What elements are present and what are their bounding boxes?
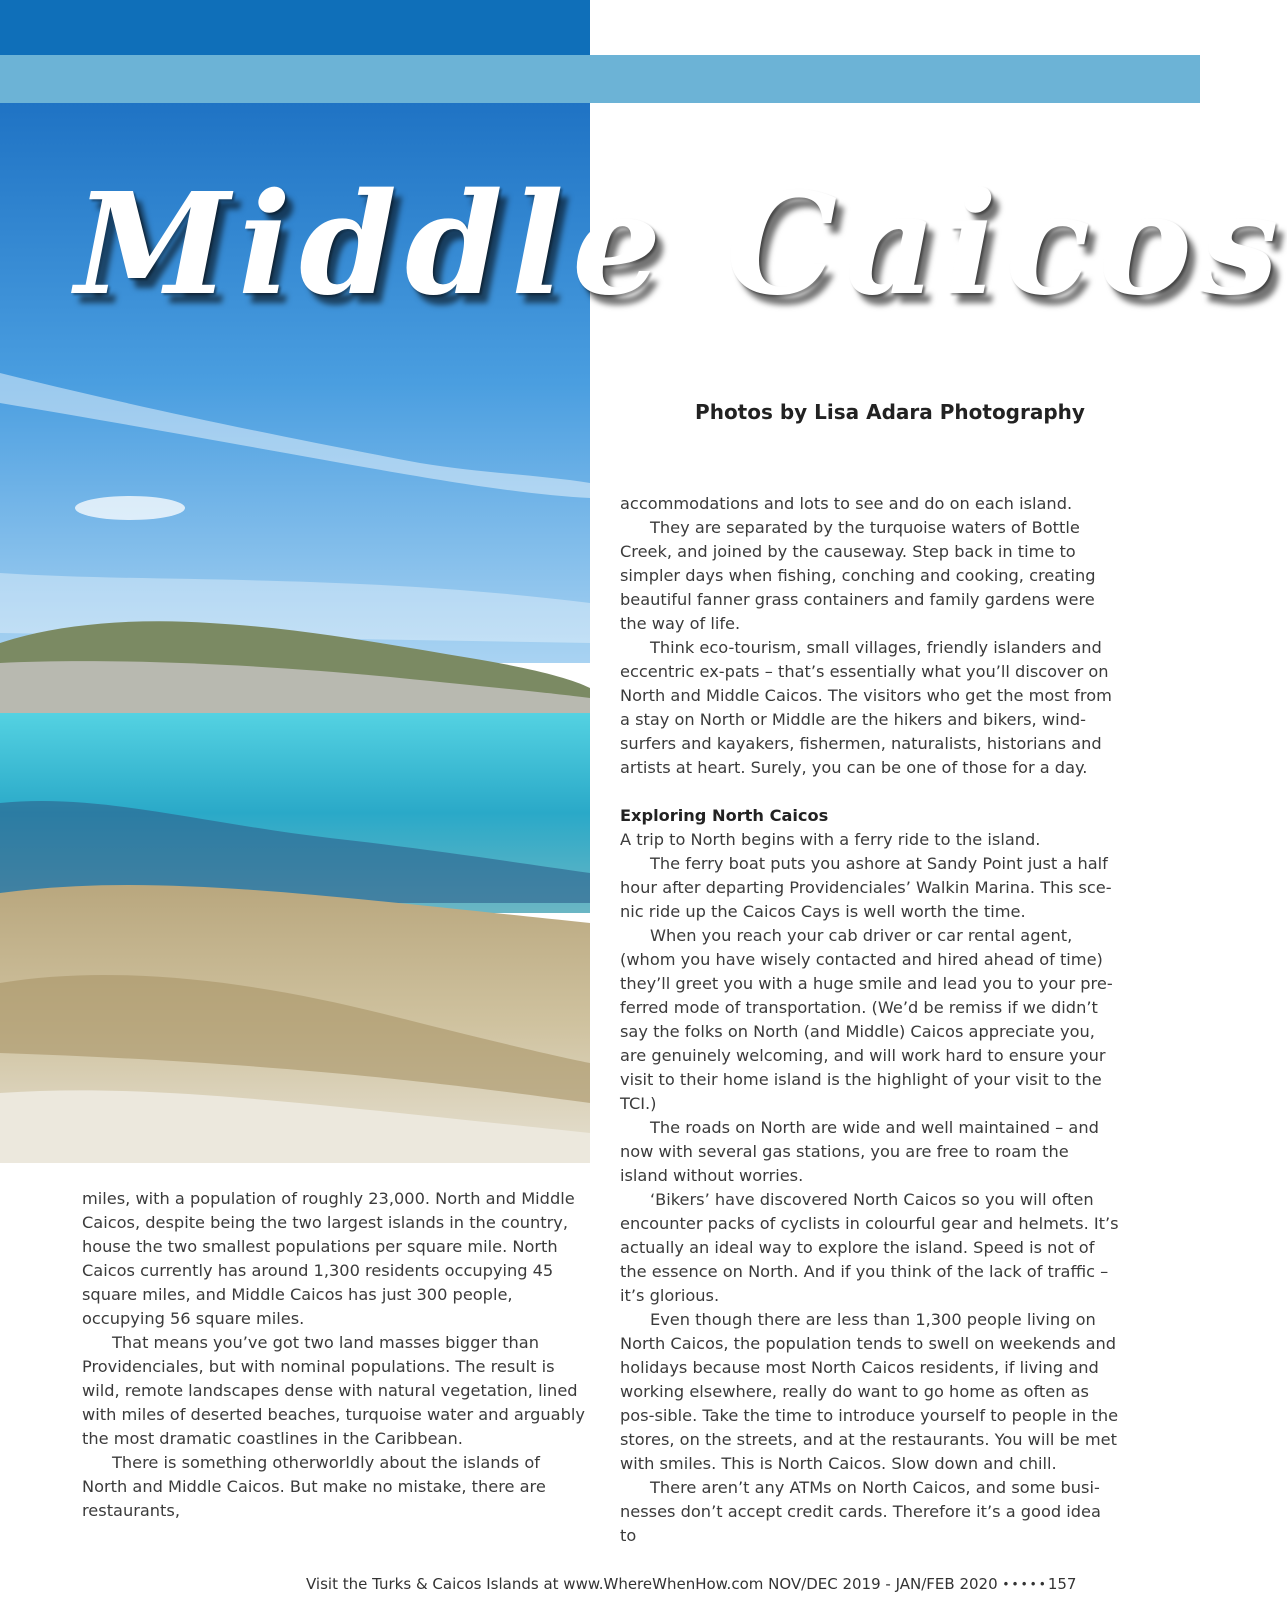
title-word-caicos: Caicos (725, 163, 1287, 327)
paragraph: Even though there are less than 1,300 people living on North Caicos, the population tends to swell on weekends and holidays because most North Caicos residents, if living and working elsewhere, really do want to go home as often as pos-sible. Take the time to introduce yourself to people in the stores, on the streets, and at the restaurants. You will be met with smiles. This is North Caicos. Slow down and chill. (620, 1310, 1119, 1473)
paragraph-spacer (620, 780, 1120, 804)
paragraph: ‘Bikers’ have discovered North Caicos so you will often encounter packs of cyclists in colourful gear and helmets. It’s actually an ideal way to explore the island. Speed is not of the essence on North. And if you think of the lack of traffic – it’s glorious. (620, 1190, 1119, 1305)
paragraph: A trip to North begins with a ferry ride to the island. (620, 830, 1041, 849)
photo-credit: Photos by Lisa Adara Photography (695, 400, 1085, 424)
top-color-band (0, 0, 590, 55)
footer-text: Visit the Turks & Caicos Islands at www.WhereWhenHow.com NOV/DEC 2019 - JAN/FEB 2020 (306, 1575, 998, 1593)
paragraph: miles, with a population of roughly 23,000. North and Middle Caicos, despite being the two largest islands in the country, house the two smallest populations per square mile. North Caicos currently has around 1,300 residents occupying 45 square miles, and Middle Caicos has just 300 people, occupying 56 square miles. (82, 1189, 575, 1328)
page-number: 157 (1047, 1575, 1077, 1593)
paragraph: They are separated by the turquoise waters of Bottle Creek, and joined by the causeway. Step back in time to simpler days when fishing, conching and cooking, creating beautiful fanner grass containers and family gardens were the way of life. (620, 518, 1096, 633)
title-word-middle: Middle (75, 163, 670, 327)
footer-dots: ••••• (1002, 1577, 1048, 1592)
footer (306, 1575, 1076, 1593)
left-column (82, 1187, 590, 1523)
right-column (620, 492, 1120, 1548)
paragraph: There is something otherworldly about the islands of North and Middle Caicos. But make no mistake, there are restaurants, (82, 1453, 546, 1520)
paragraph: There aren’t any ATMs on North Caicos, and some busi-nesses don’t accept credit cards. Therefore it’s a good idea to (620, 1478, 1101, 1545)
paragraph: The roads on North are wide and well maintained – and now with several gas stations, you are free to roam the island without worries. (620, 1118, 1099, 1185)
header-stripe (0, 55, 1200, 103)
paragraph: That means you’ve got two land masses bigger than Providenciales, but with nominal populations. The result is wild, remote landscapes dense with natural vegetation, lined with miles of deserted beaches, turquoise water and arguably the most dramatic coastlines in the Caribbean. (82, 1333, 585, 1448)
paragraph: The ferry boat puts you ashore at Sandy Point just a half hour after departing Providenciales’ Walkin Marina. This sce-nic ride up the Caicos Cays is well worth the time. (620, 854, 1112, 921)
page-title (75, 120, 1287, 370)
paragraph: Think eco-tourism, small villages, friendly islanders and eccentric ex-pats – that’s essentially what you’ll discover on North and Middle Caicos. The visitors who get the most from a stay on North or Middle are the hikers and bikers, wind-surfers and kayakers, fishermen, naturalists, historians and artists at heart. Surely, you can be one of those for a day. (620, 638, 1112, 777)
section-heading: Exploring North Caicos (620, 806, 829, 825)
paragraph: When you reach your cab driver or car rental agent, (whom you have wisely contacted and hired ahead of time) they’ll greet you with a huge smile and lead you to your pre-ferred mode of transportation. (We’d be remiss if we didn’t say the folks on North (and Middle) Caicos appreciate you, are genuinely welcoming, and will work hard to ensure your visit to their home island is the highlight of your visit to the TCI.) (620, 926, 1113, 1113)
paragraph: accommodations and lots to see and do on each island. (620, 494, 1073, 513)
